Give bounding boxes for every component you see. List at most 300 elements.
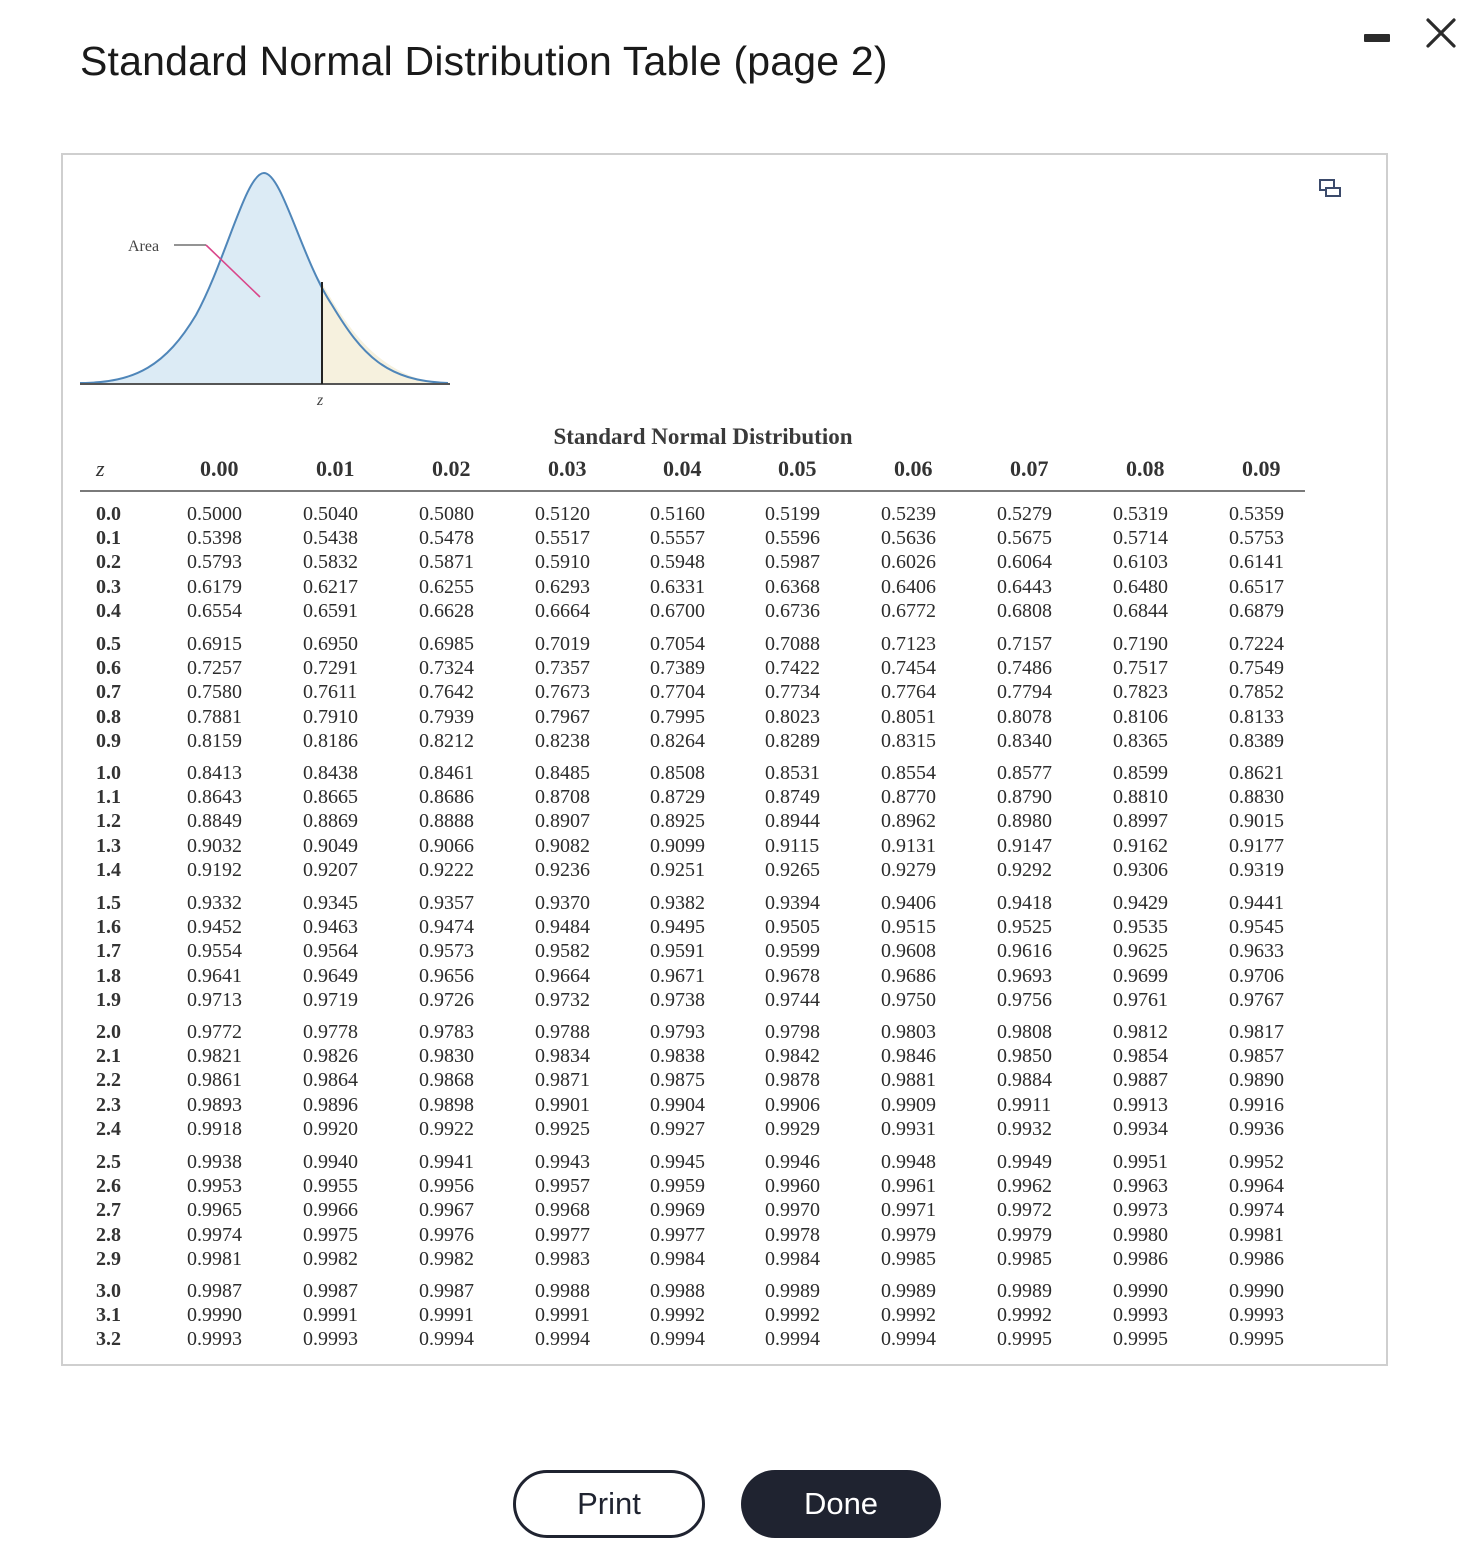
table-cell: 0.8907 [535, 810, 590, 833]
table-cell: 0.9861 [187, 1069, 242, 1092]
table-cell: 0.8212 [419, 729, 474, 752]
table-cell: 0.6664 [535, 600, 590, 623]
table-cell: 0.8485 [535, 762, 590, 784]
table-cell: 0.9066 [419, 835, 474, 858]
table-cell: 0.8078 [997, 705, 1052, 728]
table-cell: 0.9918 [187, 1118, 242, 1141]
table-cell: 0.9913 [1113, 1094, 1168, 1117]
table-cell: 0.7881 [187, 705, 242, 728]
table-cell: 0.9292 [997, 859, 1052, 882]
z-row-label: 1.5 [96, 891, 121, 914]
table-cell: 0.9115 [765, 835, 820, 858]
table-cell: 0.9987 [187, 1280, 242, 1302]
column-header: 0.03 [548, 456, 587, 481]
table-cell: 0.9881 [881, 1069, 936, 1092]
table-cell: 0.5040 [303, 503, 358, 525]
table-cell: 0.9983 [535, 1247, 590, 1270]
table-cell: 0.8980 [997, 810, 1052, 833]
table-cell: 0.5948 [650, 551, 705, 574]
table-cell: 0.5517 [535, 527, 590, 550]
table-cell: 0.5871 [419, 551, 474, 574]
table-cell: 0.9945 [650, 1150, 705, 1173]
table-cell: 0.7190 [1113, 632, 1168, 655]
table-cell: 0.9842 [765, 1045, 820, 1068]
table-cell: 0.9985 [881, 1247, 936, 1270]
table-cell: 0.9591 [650, 939, 705, 962]
table-cell: 0.6331 [650, 576, 705, 599]
table-cell: 0.8770 [881, 786, 936, 809]
table-cell: 0.7454 [881, 656, 936, 679]
table-cell: 0.8621 [1229, 762, 1284, 784]
column-header: 0.02 [432, 456, 471, 481]
table-cell: 0.9989 [997, 1280, 1052, 1302]
table-cell: 0.6700 [650, 600, 705, 623]
table-cell: 0.9957 [535, 1174, 590, 1197]
z-row-label: 1.3 [96, 835, 121, 858]
z-row-label: 0.6 [96, 656, 121, 679]
table-cell: 0.8790 [997, 786, 1052, 809]
table-cell: 0.8686 [419, 786, 474, 809]
z-row-label: 0.1 [96, 527, 121, 550]
normal-curve-figure [76, 165, 456, 415]
table-cell: 0.5714 [1113, 527, 1168, 550]
table-cell: 0.9977 [650, 1223, 705, 1246]
column-header: 0.01 [316, 456, 355, 481]
table-cell: 0.8849 [187, 810, 242, 833]
table-cell: 0.9972 [997, 1198, 1052, 1221]
table-cell: 0.7357 [535, 656, 590, 679]
table-cell: 0.5120 [535, 503, 590, 525]
table-cell: 0.9964 [1229, 1174, 1284, 1197]
table-cell: 0.9732 [535, 988, 590, 1011]
table-cell: 0.9951 [1113, 1150, 1168, 1173]
table-cell: 0.9955 [303, 1174, 358, 1197]
z-row-label: 1.9 [96, 988, 121, 1011]
z-row-label: 2.5 [96, 1150, 121, 1173]
table-cell: 0.9890 [1229, 1069, 1284, 1092]
table-cell: 0.9971 [881, 1198, 936, 1221]
table-cell: 0.9082 [535, 835, 590, 858]
table-cell: 0.9936 [1229, 1118, 1284, 1141]
table-cell: 0.9370 [535, 891, 590, 914]
z-row-label: 2.4 [96, 1118, 121, 1141]
table-cell: 0.9608 [881, 939, 936, 962]
z-row-label: 0.5 [96, 632, 121, 655]
table-cell: 0.9633 [1229, 939, 1284, 962]
table-cell: 0.5596 [765, 527, 820, 550]
table-cell: 0.9251 [650, 859, 705, 882]
table-cell: 0.8315 [881, 729, 936, 752]
table-cell: 0.9706 [1229, 964, 1284, 987]
table-cell: 0.9893 [187, 1094, 242, 1117]
table-cell: 0.9463 [303, 915, 358, 938]
table-cell: 0.9970 [765, 1198, 820, 1221]
table-cell: 0.5557 [650, 527, 705, 550]
table-cell: 0.9991 [303, 1304, 358, 1327]
table-cell: 0.9898 [419, 1094, 474, 1117]
table-cell: 0.7995 [650, 705, 705, 728]
table-cell: 0.9929 [765, 1118, 820, 1141]
table-cell: 0.9798 [765, 1021, 820, 1043]
table-cell: 0.9992 [650, 1304, 705, 1327]
table-cell: 0.8389 [1229, 729, 1284, 752]
table-cell: 0.9979 [997, 1223, 1052, 1246]
table-cell: 0.5793 [187, 551, 242, 574]
table-cell: 0.8264 [650, 729, 705, 752]
table-cell: 0.8944 [765, 810, 820, 833]
column-header: 0.05 [778, 456, 817, 481]
table-cell: 0.9656 [419, 964, 474, 987]
table-cell: 0.9965 [187, 1198, 242, 1221]
table-cell: 0.7257 [187, 656, 242, 679]
table-cell: 0.9817 [1229, 1021, 1284, 1043]
table-cell: 0.9699 [1113, 964, 1168, 987]
table-cell: 0.9846 [881, 1045, 936, 1068]
table-cell: 0.5832 [303, 551, 358, 574]
table-cell: 0.9783 [419, 1021, 474, 1043]
table-cell: 0.9864 [303, 1069, 358, 1092]
table-cell: 0.9418 [997, 891, 1052, 914]
table-cell: 0.9319 [1229, 859, 1284, 882]
table-cell: 0.9943 [535, 1150, 590, 1173]
table-cell: 0.9982 [419, 1247, 474, 1270]
table-cell: 0.7673 [535, 680, 590, 703]
table-cell: 0.8708 [535, 786, 590, 809]
table-cell: 0.6217 [303, 576, 358, 599]
table-cell: 0.8159 [187, 729, 242, 752]
table-cell: 0.9991 [535, 1304, 590, 1327]
table-cell: 0.7123 [881, 632, 936, 655]
minimize-icon[interactable] [1364, 34, 1390, 42]
table-cell: 0.7611 [303, 680, 358, 703]
popout-icon[interactable] [1318, 176, 1342, 200]
table-title: Standard Normal Distribution [553, 424, 853, 449]
z-row-label: 1.7 [96, 939, 121, 962]
table-cell: 0.9192 [187, 859, 242, 882]
table-cell: 0.9222 [419, 859, 474, 882]
table-cell: 0.9564 [303, 939, 358, 962]
table-cell: 0.9726 [419, 988, 474, 1011]
table-cell: 0.6480 [1113, 576, 1168, 599]
z-row-label: 1.1 [96, 786, 121, 809]
table-cell: 0.9545 [1229, 915, 1284, 938]
table-cell: 0.9812 [1113, 1021, 1168, 1043]
z-row-label: 2.2 [96, 1069, 121, 1092]
table-cell: 0.9808 [997, 1021, 1052, 1043]
table-cell: 0.9671 [650, 964, 705, 987]
table-cell: 0.7734 [765, 680, 820, 703]
table-cell: 0.9686 [881, 964, 936, 987]
table-cell: 0.9981 [187, 1247, 242, 1270]
table-cell: 0.6736 [765, 600, 820, 623]
table-cell: 0.9279 [881, 859, 936, 882]
table-cell: 0.9990 [1229, 1280, 1284, 1302]
table-cell: 0.9554 [187, 939, 242, 962]
table-cell: 0.9452 [187, 915, 242, 938]
z-row-label: 2.1 [96, 1045, 121, 1068]
table-cell: 0.9995 [997, 1328, 1052, 1351]
column-header: 0.06 [894, 456, 933, 481]
table-cell: 0.9940 [303, 1150, 358, 1173]
close-icon[interactable] [1424, 16, 1458, 50]
table-cell: 0.9778 [303, 1021, 358, 1043]
table-cell: 0.9599 [765, 939, 820, 962]
table-cell: 0.7910 [303, 705, 358, 728]
table-cell: 0.9993 [1229, 1304, 1284, 1327]
table-cell: 0.9993 [187, 1328, 242, 1351]
table-cell: 0.6443 [997, 576, 1052, 599]
table-cell: 0.9834 [535, 1045, 590, 1068]
z-row-label: 2.8 [96, 1223, 121, 1246]
table-cell: 0.8810 [1113, 786, 1168, 809]
table-cell: 0.8554 [881, 762, 936, 784]
table-cell: 0.9978 [765, 1223, 820, 1246]
table-cell: 0.9664 [535, 964, 590, 987]
column-header: 0.00 [200, 456, 239, 481]
table-cell: 0.8577 [997, 762, 1052, 784]
table-cell: 0.6026 [881, 551, 936, 574]
z-row-label: 3.0 [96, 1280, 121, 1302]
table-cell: 0.9616 [997, 939, 1052, 962]
table-cell: 0.9871 [535, 1069, 590, 1092]
table-cell: 0.8643 [187, 786, 242, 809]
table-cell: 0.7642 [419, 680, 474, 703]
table-cell: 0.9177 [1229, 835, 1284, 858]
table-cell: 0.9625 [1113, 939, 1168, 962]
table-cell: 0.9988 [535, 1280, 590, 1302]
table-cell: 0.9887 [1113, 1069, 1168, 1092]
table-cell: 0.9959 [650, 1174, 705, 1197]
z-row-label: 1.6 [96, 915, 121, 938]
table-cell: 0.7019 [535, 632, 590, 655]
z-row-label: 2.6 [96, 1174, 121, 1197]
table-cell: 0.9984 [650, 1247, 705, 1270]
table-cell: 0.9966 [303, 1198, 358, 1221]
table-cell: 0.6844 [1113, 600, 1168, 623]
table-cell: 0.8665 [303, 786, 358, 809]
table-cell: 0.9992 [997, 1304, 1052, 1327]
z-row-label: 0.4 [96, 600, 121, 623]
z-row-label: 0.0 [96, 503, 121, 525]
table-cell: 0.5239 [881, 503, 936, 525]
table-cell: 0.8925 [650, 810, 705, 833]
table-cell: 0.8238 [535, 729, 590, 752]
table-cell: 0.8461 [419, 762, 474, 784]
table-cell: 0.9969 [650, 1198, 705, 1221]
table-cell: 0.9641 [187, 964, 242, 987]
table-cell: 0.5675 [997, 527, 1052, 550]
table-cell: 0.8413 [187, 762, 242, 784]
table-cell: 0.9236 [535, 859, 590, 882]
table-cell: 0.9976 [419, 1223, 474, 1246]
table-cell: 0.9582 [535, 939, 590, 962]
table-cell: 0.8106 [1113, 705, 1168, 728]
table-cell: 0.9826 [303, 1045, 358, 1068]
z-row-label: 3.2 [96, 1328, 121, 1351]
table-cell: 0.6255 [419, 576, 474, 599]
table-cell: 0.9535 [1113, 915, 1168, 938]
table-cell: 0.9713 [187, 988, 242, 1011]
table-cell: 0.7224 [1229, 632, 1284, 655]
table-cell: 0.6179 [187, 576, 242, 599]
table-cell: 0.6772 [881, 600, 936, 623]
table-cell: 0.9756 [997, 988, 1052, 1011]
table-cell: 0.9995 [1229, 1328, 1284, 1351]
z-row-label: 0.9 [96, 729, 121, 752]
table-cell: 0.8051 [881, 705, 936, 728]
table-cell: 0.9032 [187, 835, 242, 858]
table-cell: 0.7764 [881, 680, 936, 703]
table-cell: 0.6293 [535, 576, 590, 599]
table-cell: 0.9952 [1229, 1150, 1284, 1173]
table-cell: 0.6915 [187, 632, 242, 655]
table-cell: 0.9878 [765, 1069, 820, 1092]
table-cell: 0.9573 [419, 939, 474, 962]
table-cell: 0.7291 [303, 656, 358, 679]
table-cell: 0.7517 [1113, 656, 1168, 679]
table-cell: 0.7054 [650, 632, 705, 655]
table-cell: 0.9925 [535, 1118, 590, 1141]
table-cell: 0.7389 [650, 656, 705, 679]
table-cell: 0.9649 [303, 964, 358, 987]
table-cell: 0.9994 [535, 1328, 590, 1351]
table-cell: 0.9896 [303, 1094, 358, 1117]
table-cell: 0.9975 [303, 1223, 358, 1246]
table-cell: 0.9994 [765, 1328, 820, 1351]
table-cell: 0.9830 [419, 1045, 474, 1068]
table-cell: 0.9994 [419, 1328, 474, 1351]
table-cell: 0.5398 [187, 527, 242, 550]
print-button[interactable]: Print [513, 1470, 705, 1538]
done-button[interactable]: Done [741, 1470, 941, 1538]
table-cell: 0.6368 [765, 576, 820, 599]
table-cell: 0.8531 [765, 762, 820, 784]
table-cell: 0.9906 [765, 1094, 820, 1117]
table-cell: 0.8997 [1113, 810, 1168, 833]
table-cell: 0.9988 [650, 1280, 705, 1302]
column-header: 0.04 [663, 456, 702, 481]
table-cell: 0.9761 [1113, 988, 1168, 1011]
table-cell: 0.9265 [765, 859, 820, 882]
table-cell: 0.7088 [765, 632, 820, 655]
table-cell: 0.9474 [419, 915, 474, 938]
table-cell: 0.9162 [1113, 835, 1168, 858]
table-cell: 0.9868 [419, 1069, 474, 1092]
column-header: 0.08 [1126, 456, 1165, 481]
table-cell: 0.5319 [1113, 503, 1168, 525]
table-cell: 0.8023 [765, 705, 820, 728]
z-row-label: 2.9 [96, 1247, 121, 1270]
table-cell: 0.6554 [187, 600, 242, 623]
table-cell: 0.9922 [419, 1118, 474, 1141]
table-cell: 0.5199 [765, 503, 820, 525]
z-row-label: 1.8 [96, 964, 121, 987]
table-cell: 0.9981 [1229, 1223, 1284, 1246]
table-cell: 0.9946 [765, 1150, 820, 1173]
table-cell: 0.7324 [419, 656, 474, 679]
z-row-label: 1.4 [96, 859, 121, 882]
table-cell: 0.9994 [650, 1328, 705, 1351]
table-cell: 0.9767 [1229, 988, 1284, 1011]
table-cell: 0.5000 [187, 503, 242, 525]
table-cell: 0.8830 [1229, 786, 1284, 809]
table-cell: 0.5910 [535, 551, 590, 574]
table-cell: 0.9049 [303, 835, 358, 858]
table-cell: 0.5636 [881, 527, 936, 550]
z-row-label: 2.0 [96, 1021, 121, 1043]
table-cell: 0.8340 [997, 729, 1052, 752]
table-cell: 0.5987 [765, 551, 820, 574]
table-cell: 0.9968 [535, 1198, 590, 1221]
table-cell: 0.9875 [650, 1069, 705, 1092]
table-cell: 0.6141 [1229, 551, 1284, 574]
table-cell: 0.9406 [881, 891, 936, 914]
table-cell: 0.9931 [881, 1118, 936, 1141]
table-cell: 0.9985 [997, 1247, 1052, 1270]
table-cell: 0.9099 [650, 835, 705, 858]
table-cell: 0.6879 [1229, 600, 1284, 623]
table-cell: 0.9994 [881, 1328, 936, 1351]
table-cell: 0.9015 [1229, 810, 1284, 833]
table-cell: 0.9987 [419, 1280, 474, 1302]
table-cell: 0.5279 [997, 503, 1052, 525]
table-cell: 0.9750 [881, 988, 936, 1011]
table-cell: 0.9911 [997, 1094, 1052, 1117]
z-axis-label: z [317, 392, 324, 409]
table-cell: 0.9904 [650, 1094, 705, 1117]
table-cell: 0.9495 [650, 915, 705, 938]
table-cell: 0.9984 [765, 1247, 820, 1270]
table-cell: 0.5160 [650, 503, 705, 525]
table-cell: 0.9989 [881, 1280, 936, 1302]
table-cell: 0.6591 [303, 600, 358, 623]
z-row-label: 0.2 [96, 551, 121, 574]
table-cell: 0.9147 [997, 835, 1052, 858]
table-cell: 0.9738 [650, 988, 705, 1011]
table-cell: 0.9821 [187, 1045, 242, 1068]
table-cell: 0.9719 [303, 988, 358, 1011]
table-cell: 0.8186 [303, 729, 358, 752]
table-cell: 0.9884 [997, 1069, 1052, 1092]
table-cell: 0.9991 [419, 1304, 474, 1327]
table-cell: 0.9441 [1229, 891, 1284, 914]
table-cell: 0.8438 [303, 762, 358, 784]
table-cell: 0.9993 [1113, 1304, 1168, 1327]
table-cell: 0.9909 [881, 1094, 936, 1117]
table-cell: 0.9857 [1229, 1045, 1284, 1068]
table-cell: 0.9963 [1113, 1174, 1168, 1197]
area-label: Area [128, 238, 160, 255]
table-cell: 0.9953 [187, 1174, 242, 1197]
z-column-header: z [96, 456, 105, 481]
table-cell: 0.9744 [765, 988, 820, 1011]
z-row-label: 0.7 [96, 680, 121, 703]
table-cell: 0.9961 [881, 1174, 936, 1197]
table-cell: 0.9803 [881, 1021, 936, 1043]
table-cell: 0.9967 [419, 1198, 474, 1221]
z-row-label: 2.7 [96, 1198, 121, 1221]
table-cell: 0.9987 [303, 1280, 358, 1302]
header-rule [80, 490, 1305, 492]
z-row-label: 1.0 [96, 762, 121, 784]
table-cell: 0.9973 [1113, 1198, 1168, 1221]
window-title: Standard Normal Distribution Table (page 2) [80, 38, 888, 84]
table-cell: 0.9345 [303, 891, 358, 914]
table-cell: 0.9505 [765, 915, 820, 938]
table-cell: 0.9974 [1229, 1198, 1284, 1221]
table-cell: 0.8599 [1113, 762, 1168, 784]
table-cell: 0.9960 [765, 1174, 820, 1197]
